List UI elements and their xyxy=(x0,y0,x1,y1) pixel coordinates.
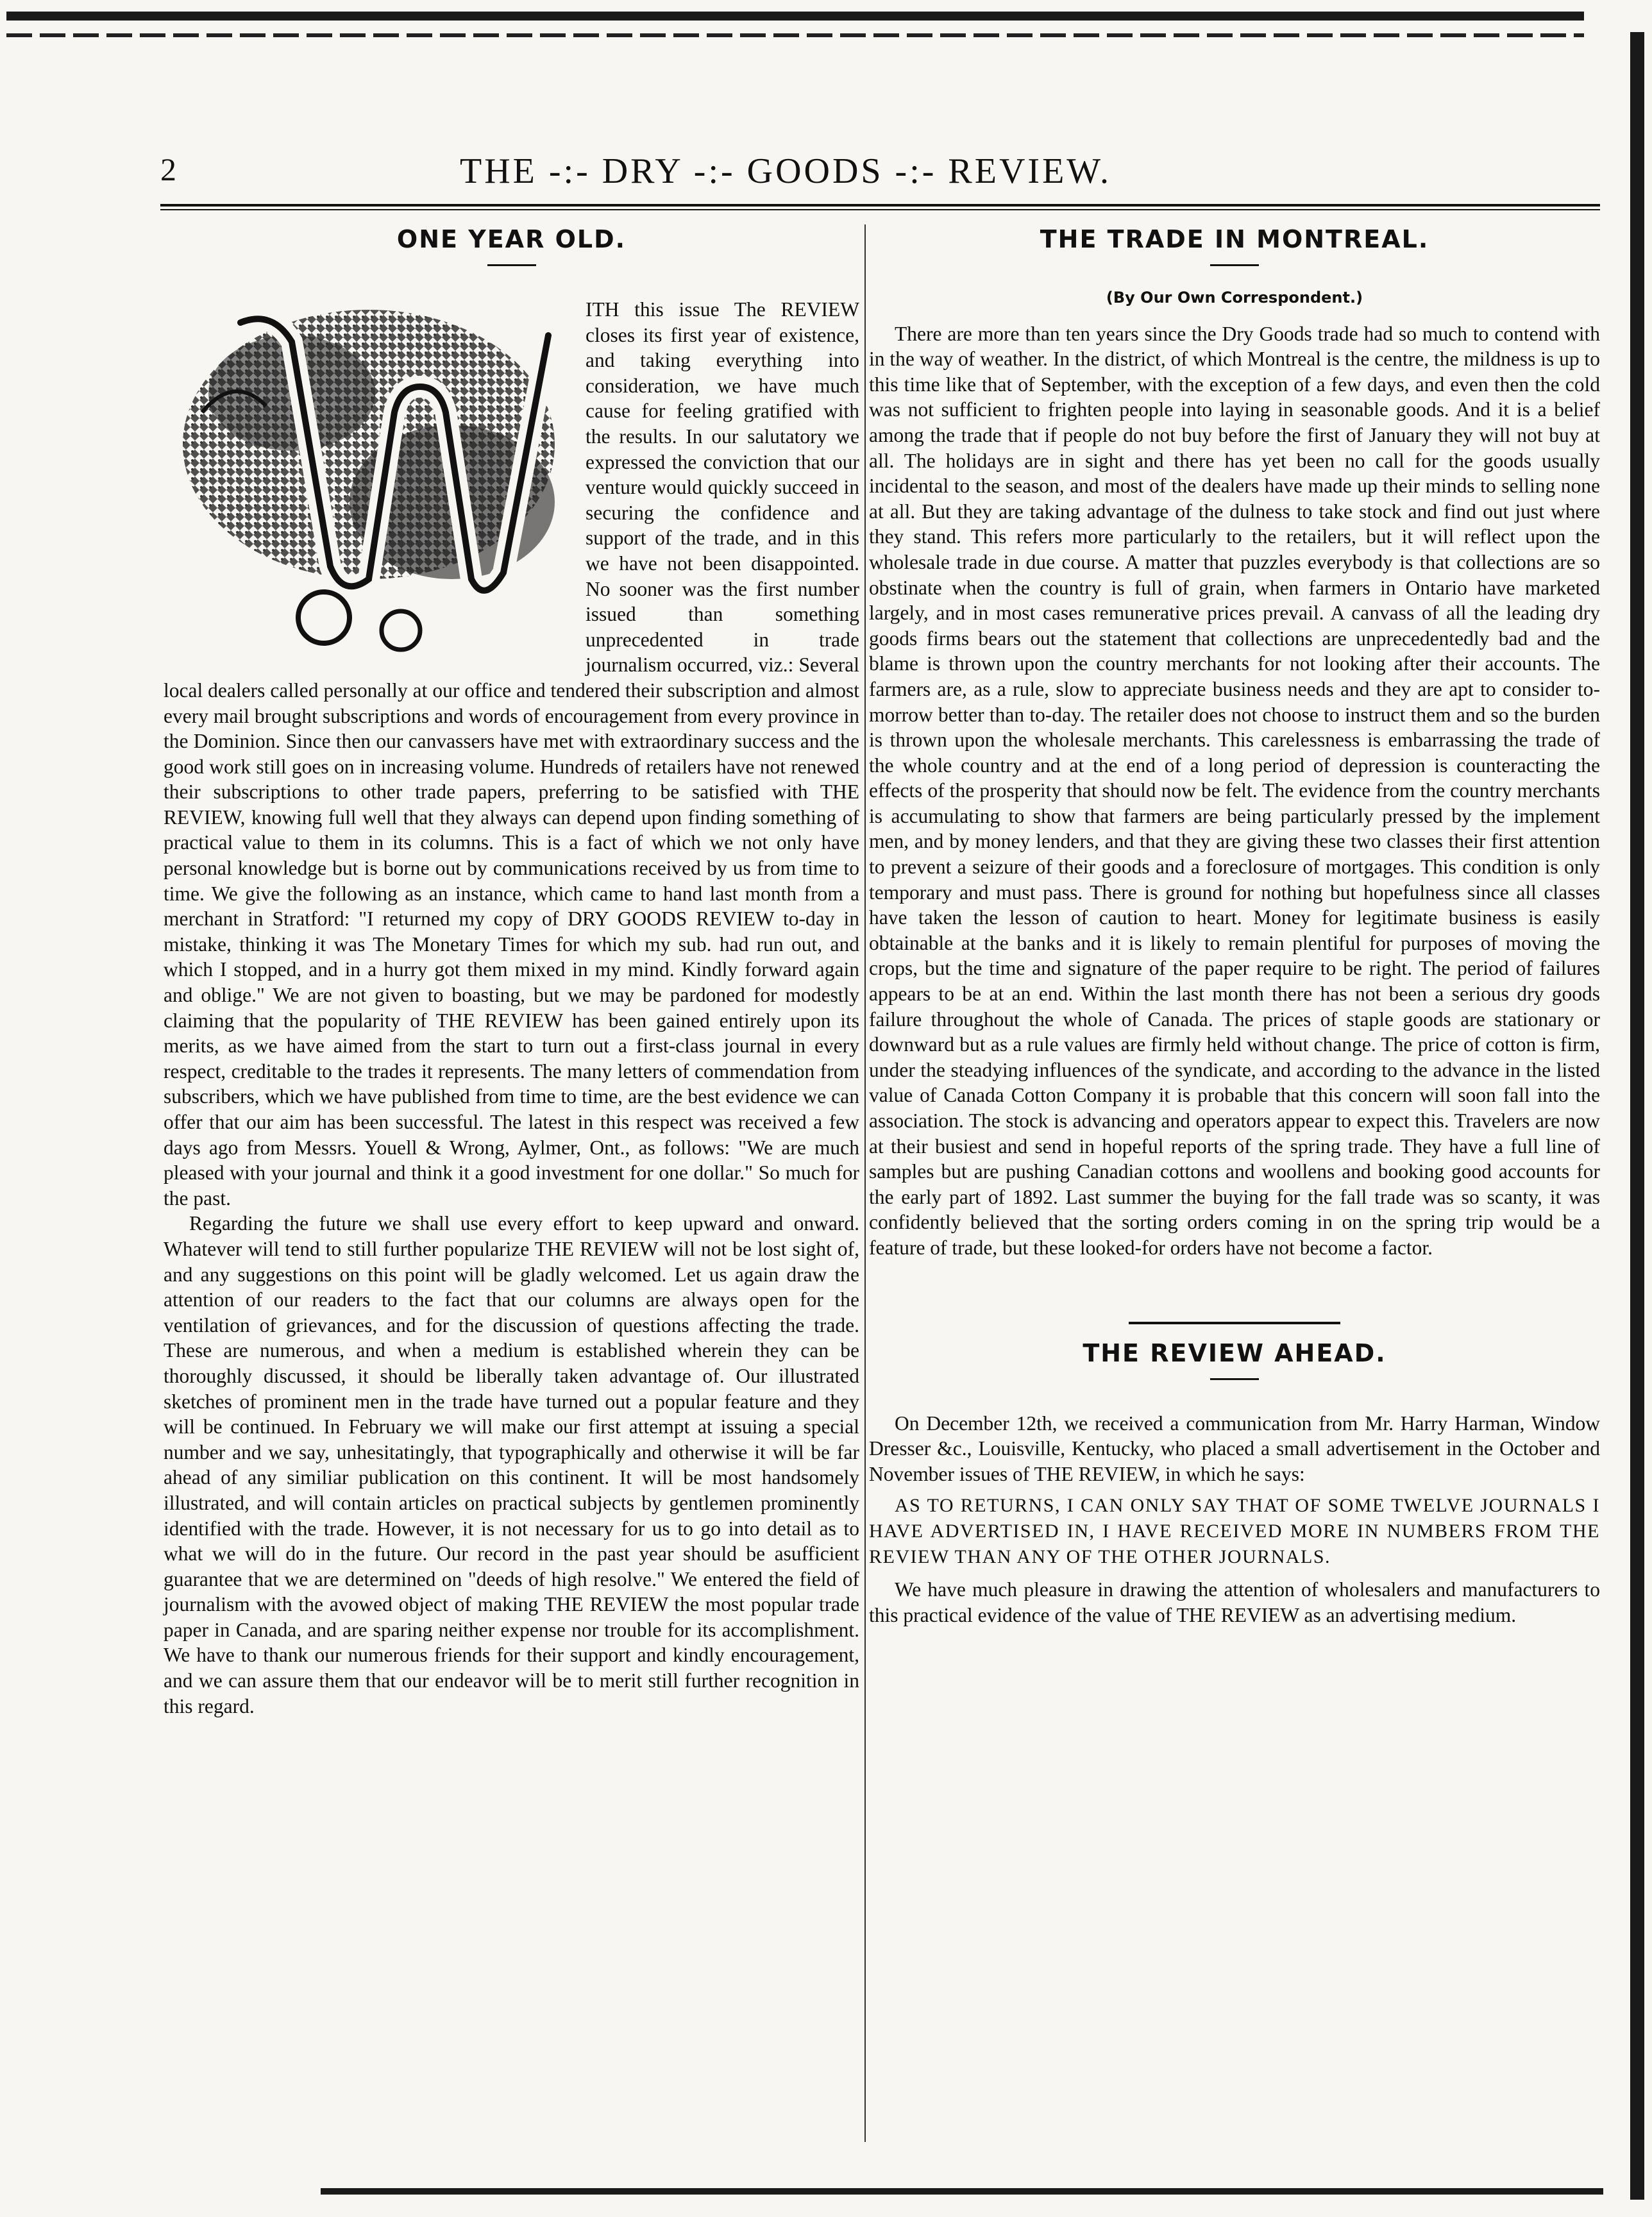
bottom-border-rule xyxy=(321,2188,1603,2195)
page-number: 2 xyxy=(160,151,176,187)
top-border-rule-dashed xyxy=(6,33,1584,37)
heading-rule xyxy=(1210,1378,1259,1380)
article-paragraph: We have much pleasure in drawing the attention of wholesalers and manufacturers to this practical evidence of the value of THE REVIEW as an advertising medium. xyxy=(869,1578,1600,1626)
heading-rule xyxy=(487,264,536,266)
article-heading-review-ahead: THE REVIEW AHEAD. xyxy=(1083,1338,1386,1367)
header-double-rule xyxy=(160,204,1600,210)
article-heading-one-year-old: ONE YEAR OLD. xyxy=(396,225,627,253)
article-paragraph: Regarding the future we shall use every effort to keep upward and onward. Whatever will tend to still further popularize THE REVIEW will not be lost sight of, and any suggestions on this point will be gladly welcomed. Let us again draw the attention of our readers to the fact that our columns are always open for the ventilation of grievances, and for the discussion of questions affecting the trade. These are numerous, and when a medium is established wherein they can be thoroughly discussed, it should be liberally taken advantage of. Our illustrated sketches of prominent men in the trade have turned out a popular feature and they will be continued. In February we will make our first attempt at issuing a special number and we say, unhesitatingly, that typographically and otherwise it will be far ahead of any similiar publication on this continent. It will be most handsomely illustrated, and will contain articles on practical subjects by gentlemen prominently identified with the trade. However, it is not necessary for us to go into detail as to what we will do in the future. Our record in the past year should be asufficient guarantee that we are determined on "deeds of high resolve." We entered the field of journalism with the avowed object of making THE REVIEW the most popular trade paper in Canada, and are sparing neither expense nor trouble for its accomplishment. We have to thank our numerous friends for their support and kindly encouragement, and we can assure them that our endeavor will be to merit still further recognition in this regard. xyxy=(164,1212,859,1717)
column-divider xyxy=(864,224,866,2142)
right-margin-bar xyxy=(1630,32,1644,2200)
page-header xyxy=(160,151,1411,202)
top-border-rule xyxy=(6,12,1584,21)
ornamental-dropcap-w xyxy=(164,297,574,656)
journal-title: THE -:- DRY -:- GOODS -:- REVIEW. xyxy=(460,151,1111,191)
quoted-testimonial: AS TO RETURNS, I CAN ONLY SAY THAT OF SOME TWELVE JOURNALS I HAVE ADVERTISED IN, I HAVE RECEIVED MORE IN NUMBERS FROM THE REVIEW THAN ANY OF THE OTHER JOURNALS. xyxy=(869,1495,1600,1567)
article-paragraph: There are more than ten years since the Dry Goods trade had so much to contend with in the way of weather. In the district, of which Montreal is the centre, the mildness is up to this time like that of September, with the exception of a few days, and even then the cold was not sufficient to frighten people into laying in seasonable goods. And it is a belief among the trade that if people do not buy before the first of January they will not buy at all. The holidays are in sight and there has yet been no call for the goods usually incidental to the season, and most of the dealers have made up their minds to selling none at all. But they are taking advantage of the dulness to take stock and find out just where they stand. This refers more particularly to the retailers, but it will reflect upon the wholesale trade in due course. A matter that puzzles everybody is that collections are so obstinate when the country is full of grain, when farmers in Ontario have marketed largely, and in most cases remunerative prices prevail. A canvass of all the leading dry goods firms bears out the statement that collections are unprecedentedly bad and the blame is thrown upon the country merchants for not looking after their accounts. The farmers are, as a rule, slow to appreciate business needs and they are apt to consider to-morrow better than to-day. The retailer does not choose to instruct them and so the burden is thrown upon the wholesale merchants. This carelessness is embarrassing the trade of the whole country and at the end of a long period of depression is counteracting the effects of the prosperity that should now be felt. The evidence from the country merchants is accumulating to show that farmers are being particularly pressed by the implement men, and by money lenders, and that they are giving these two classes their first attention to prevent a seizure of their goods and a foreclosure of mortgages. This condition is only temporary and must pass. There is ground for nothing but hopefulness since all classes have taken the lesson of caution to heart. Money for legitimate business is easily obtainable at the banks and it is likely to remain plentiful for purposes of moving the crops, but the time and signature of the paper require to be right. The period of failures appears to be at an end. Within the last month there has not been a serious dry goods failure throughout the whole of Canada. The prices of staple goods are stationary or downward but as a rule values are firmly held without change. The price of cotton is firm, under the steadying influences of the syndicate, and according to the advance in the listed value of Canada Cotton Company it is probable that this concern will soon fall into the association. The stock is advancing and operators appear to expect this. Travelers are now at their busiest and send in hopeful reports of the spring trade. They have a full line of samples but are pushing Canadian cottons and woollens and booking good accounts for the early part of 1892. Last summer the buying for the fall trade was so scanty, it was confidently believed that the sorting orders coming in on the spring trip would be a feature of trade, but these looked-for orders have not become a factor. xyxy=(869,322,1600,1259)
byline: (By Our Own Correspondent.) xyxy=(1106,289,1363,307)
section-divider-rule xyxy=(1129,1322,1340,1324)
article-paragraph: ITH this issue The REVIEW closes its first year of existence, and taking everything into consideration, we have much cause for feeling gratified with the results. In our salutatory we expressed the conviction that our venture would quickly succeed in securing the confidence and support of the trade, and in this we have not been disappointed. No sooner was the first number issued than something unprecedented in trade journalism occurred, viz.: Several local dealers called personally at our office and tendered their subscription and almost every mail brought subscriptions and words of encouragement from every province in the Dominion. Since then our canvassers have met with extraordinary success and the good work still goes on in increasing volume. Hundreds of retailers have not renewed their subscriptions to other trade papers, preferring to be satisfied with THE REVIEW, knowing full well that they always can depend upon finding something of practical value to them in its columns. This is a fact of which we not only have personal knowledge but is borne out by communications received by us from time to time. We give the following as an instance, which came to hand last month from a merchant in Stratford: "I returned my copy of DRY GOODS REVIEW to-day in mistake, thinking it was The Monetary Times for which my sub. had run out, and which I stopped, and in a hurry got them mixed in my mind. Kindly forward again and oblige." We are not given to boasting, but we may be pardoned for modestly claiming that the popularity of THE REVIEW has been gained entirely upon its merits, as we have aimed from the start to turn out a first-class journal in every respect, creditable to the trades it represents. The many letters of commendation from subscribers, which we have published from time to time, are the best evidence we can offer that our aim has been successful. The latest in this respect was received a few days ago from Messrs. Youell & Wrong, Aylmer, Ont., as follows: "We are much pleased with your journal and think it a good investment for one dollar." So much for the past. xyxy=(164,298,859,1210)
left-column xyxy=(164,224,859,1719)
heading-rule xyxy=(1210,264,1259,266)
right-column xyxy=(869,224,1600,1628)
article-heading-trade-in-montreal: THE TRADE IN MONTREAL. xyxy=(1040,225,1429,253)
article-paragraph: On December 12th, we received a communication from Mr. Harry Harman, Window Dresser &c., Louisville, Kentucky, who placed a small advertisement in the October and November issues of THE REVIEW, in which he says: xyxy=(869,1412,1600,1485)
